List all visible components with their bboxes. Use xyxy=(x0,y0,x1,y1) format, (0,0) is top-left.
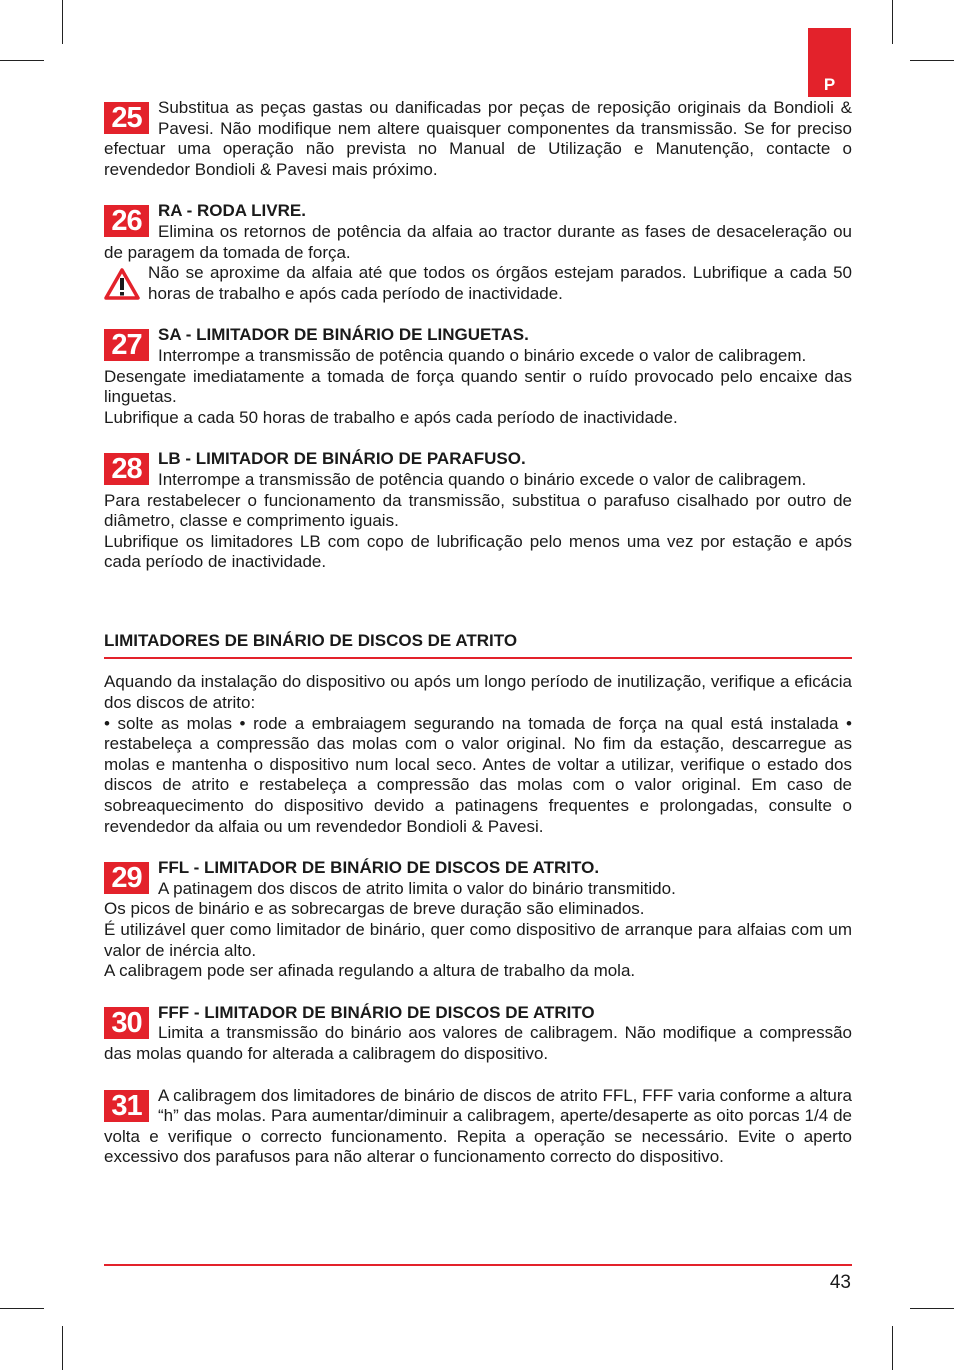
paragraph: Lubrifique os limitadores LB com copo de lubrificação pelo menos uma vez por estação e após cada período de inactividade. xyxy=(104,531,852,572)
section-number-badge: 26 xyxy=(104,205,149,237)
section-title: FFL - LIMITADOR DE BINÁRIO DE DISCOS DE ATRITO. xyxy=(158,858,600,878)
crop-mark xyxy=(892,1326,893,1370)
paragraph: Substitua as peças gastas ou danificadas por peças de reposição originais da Bondioli & Pavesi. Não modifique nem altere quaisquer componentes da transmissão. Se for preciso efectuar uma operação não prevista no Manual de Utilização e Manutenção, contacte o revendedor Bondioli & Pavesi mais próximo. xyxy=(104,98,852,179)
section-30 xyxy=(104,1003,852,1065)
language-tab: P xyxy=(808,28,851,97)
warning-text: Não se aproxime da alfaia até que todos os órgãos estejam parados. Lubrifique a cada 50 horas de trabalho e após cada período de inactividade. xyxy=(148,263,852,303)
section-29 xyxy=(104,858,852,982)
paragraph: Interrompe a transmissão de potência quando o binário excede o valor de calibragem. xyxy=(158,345,807,365)
paragraph: Desengate imediatamente a tomada de força quando sentir o ruído provocado pelo encaixe das linguetas. xyxy=(104,366,852,407)
crop-mark xyxy=(910,1308,954,1309)
footer-rule xyxy=(104,1264,852,1266)
section-28 xyxy=(104,449,852,573)
crop-mark xyxy=(62,1326,63,1370)
paragraph: Lubrifique a cada 50 horas de trabalho e após cada período de inactividade. xyxy=(104,407,678,427)
section-heading: LIMITADORES DE BINÁRIO DE DISCOS DE ATRITO xyxy=(104,631,852,660)
section-number-badge: 25 xyxy=(104,102,149,134)
crop-mark xyxy=(892,0,893,44)
section-number-badge: 29 xyxy=(104,862,149,894)
page-content xyxy=(104,98,852,1168)
crop-mark xyxy=(910,60,954,61)
paragraph: Limita a transmissão do binário aos valores de calibragem. Não modifique a compressão das molas quando for alterada a calibragem do dispositivo. xyxy=(104,1023,852,1063)
paragraph: A calibragem pode ser afinada regulando a altura de trabalho da mola. xyxy=(104,961,636,981)
paragraph: A calibragem dos limitadores de binário de discos de atrito FFL, FFF varia conforme a altura “h” das molas. Para aumentar/diminuir a calibragem, aperte/desaperte as oito porcas 1/4 de volta e verifique o correcto funcionamento. Repita a operação se necessário. Evite o aperto excessivo dos parafusos para não alterar o funcionamento correcto do dispositivo. xyxy=(104,1085,852,1167)
crop-mark xyxy=(0,1308,44,1309)
paragraph: Elimina os retornos de potência da alfaia ao tractor durante as fases de desaceleração ou de paragem da tomada de força. xyxy=(104,221,852,262)
paragraph: A patinagem dos discos de atrito limita o valor do binário transmitido. xyxy=(158,878,676,898)
section-title: LB - LIMITADOR DE BINÁRIO DE PARAFUSO. xyxy=(158,449,526,469)
section-title: RA - RODA LIVRE. xyxy=(158,201,306,221)
paragraph: Os picos de binário e as sobrecargas de breve duração são eliminados. xyxy=(104,899,645,919)
section-title: FFF - LIMITADOR DE BINÁRIO DE DISCOS DE ATRITO xyxy=(158,1002,595,1022)
section-title: SA - LIMITADOR DE BINÁRIO DE LINGUETAS. xyxy=(158,325,529,345)
warning-triangle-icon xyxy=(104,267,140,301)
section-number-badge: 30 xyxy=(104,1007,149,1039)
crop-mark xyxy=(0,60,44,61)
section-number-badge: 27 xyxy=(104,329,149,361)
section-number-badge: 28 xyxy=(104,453,149,485)
section-25 xyxy=(104,98,852,180)
section-number-badge: 31 xyxy=(104,1090,149,1122)
warning-note xyxy=(104,263,852,304)
section-27 xyxy=(104,325,852,428)
paragraph: Para restabelecer o funcionamento da transmissão, substitua o parafuso cisalhado por outro de diâmetro, classe e comprimento iguais. xyxy=(104,490,852,531)
section-26 xyxy=(104,201,852,304)
page-number: 43 xyxy=(829,1272,851,1293)
paragraph: Aquando da instalação do dispositivo ou após um longo período de inutilização, verifique a eficácia dos discos de atrito: xyxy=(104,672,852,713)
crop-mark xyxy=(62,0,63,44)
section-31 xyxy=(104,1086,852,1168)
paragraph: • solte as molas • rode a embraiagem segurando na tomada de força na qual está instalada • restabeleça a compressão das molas com o valor original. No fim da estação, descarregue as molas e mantenha o dispositivo num local seco. Antes de voltar a utilizar, verifique o estado dos discos de atrito e restabeleça a compressão das molas com o valor original. Em caso de sobreaquecimento do dispositivo devido a patinagens frequentes e prolongadas, consulte o revendedor da alfaia ou um revendedor Bondioli & Pavesi. xyxy=(104,713,852,836)
paragraph: Interrompe a transmissão de potência quando o binário excede o valor de calibragem. xyxy=(158,469,807,489)
paragraph: É utilizável quer como limitador de binário, quer como dispositivo de arranque para alfaias com um valor de inércia alto. xyxy=(104,920,852,960)
friction-intro xyxy=(104,672,852,837)
